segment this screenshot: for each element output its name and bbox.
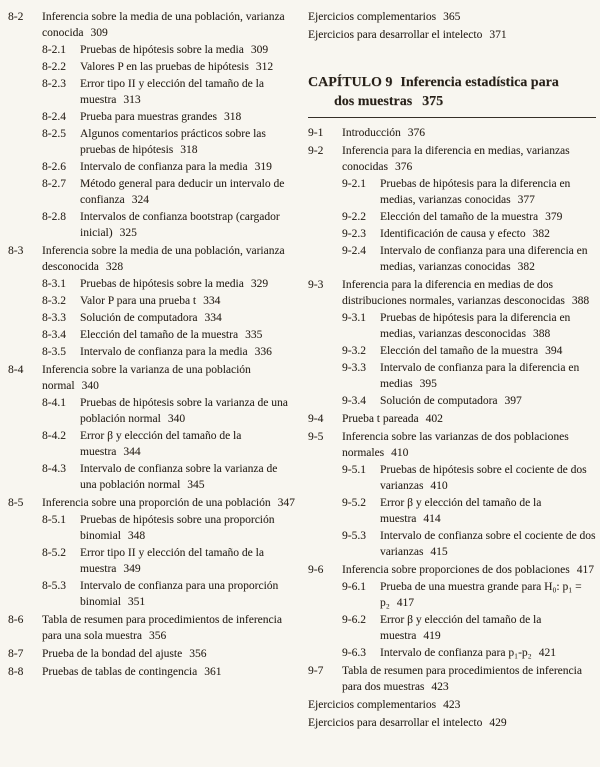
toc-subsection-row [8,76,296,108]
page-number: 356 [189,648,207,660]
page-number: 329 [250,278,269,290]
page-number: 312 [255,61,274,73]
entry-title: Valor P para una prueba t [80,295,197,307]
toc-section-row [308,143,596,175]
section-number: 9-5.2 [342,497,366,509]
entry-title: Intervalo de confianza para la media [80,161,248,173]
toc-subsection-row [8,428,296,460]
toc-subsection-row [8,461,296,493]
section-number: 8-2.5 [42,128,66,140]
entry-title: Ejercicios para desarrollar el intelecto [308,717,483,729]
section-number: 9-7 [308,665,324,677]
toc-subsection-row [8,126,296,158]
page-number: 376 [407,127,426,139]
page-number: 415 [430,546,448,558]
entry-title: Inferencia sobre la media de una población, varianza desconocida [42,245,285,273]
page-number: 395 [419,378,437,390]
entry-title: Pruebas de hipótesis sobre una proporción binomial [80,514,275,542]
page-number: 417 [396,597,415,609]
section-number: 9-5.3 [342,530,366,542]
section-number: 8-4 [8,364,24,376]
section-number: 8-7 [8,648,24,660]
section-number: 8-2.4 [42,111,66,123]
section-number: 9-5.1 [342,464,366,476]
toc-section-row [308,429,596,461]
section-number: 9-3.2 [342,345,366,357]
section-number: 8-5.1 [42,514,66,526]
entry-title: Intervalo de confianza para una diferencia en medias, varianzas conocidas [380,245,588,273]
chapter-divider [308,117,596,118]
entry-title: Error β y elección del tamaño de la muestra [380,497,542,525]
page-number: 318 [224,111,242,123]
toc-section-row [8,612,296,644]
entry-title: Algunos comentarios prácticos sobre las pruebas de hipótesis [80,128,266,156]
entry-title: Inferencia sobre las varianzas de dos poblaciones normales [342,431,569,459]
section-number: 9-2 [308,145,324,157]
page-number: 379 [545,211,563,223]
entry-title: Intervalo de confianza para p₁-p₂ [380,647,532,659]
toc-subsection-row [8,176,296,208]
page-number: 382 [532,228,550,240]
page-number: 361 [204,666,222,678]
entry-title: Pruebas de hipótesis sobre la media [80,44,244,56]
page-number: 349 [123,563,141,575]
entry-title: Ejercicios para desarrollar el intelecto [308,29,483,41]
section-number: 9-4 [308,413,324,425]
chapter-label: CAPÍTULO 9 [308,75,393,90]
entry-title: Error β y elección del tamaño de la muestra [380,614,542,642]
section-number: 8-2.2 [42,61,66,73]
section-number: 8-4.1 [42,397,66,409]
page-number: 417 [576,564,594,576]
page-number: 319 [254,161,272,173]
toc-subsection-row [8,578,296,610]
section-number: 9-5 [308,431,324,443]
section-number: 8-4.3 [42,463,66,475]
section-number: 8-2.6 [42,161,66,173]
entry-title: Inferencia para la diferencia en medias de dos distribuciones normales, varianzas desconocidas [342,279,565,307]
section-number: 9-3.4 [342,395,366,407]
toc-subsection-row [308,226,596,242]
toc-subsection-row [308,343,596,359]
entry-title: Pruebas de hipótesis sobre la varianza de una población normal [80,397,288,425]
page-number: 371 [489,29,507,41]
toc-section-row [8,9,296,41]
page-number: 382 [517,261,535,273]
entry-title: Prueba t pareada [342,413,419,425]
page-number: 388 [532,328,551,340]
section-number: 8-2.1 [42,44,66,56]
entry-title: Pruebas de hipótesis para la diferencia en medias, varianzas desconocidas [380,312,571,340]
page-number: 414 [423,513,441,525]
toc-subsection-row [8,109,296,125]
toc-subsection-row [8,159,296,175]
page-number: 423 [431,681,449,693]
toc-section-row [8,664,296,680]
entry-title: Prueba de una muestra grande para H₀: p₁ = p₂ [380,581,582,609]
section-number: 9-2.2 [342,211,366,223]
toc-section-row [8,646,296,662]
section-number: 8-3.5 [42,346,66,358]
entry-title: Tabla de resumen para procedimientos de inferencia para dos muestras [342,665,582,693]
toc-subsection-row [308,579,596,611]
page-number: 324 [131,194,149,206]
page-number: 348 [127,530,146,542]
entry-title: Inferencia sobre proporciones de dos poblaciones [342,564,570,576]
page-number: 313 [123,94,141,106]
page-number: 429 [489,717,507,729]
toc-column-right [308,7,596,732]
page-number: 328 [105,261,124,273]
section-number: 9-2.1 [342,178,366,190]
page-number: 376 [394,161,413,173]
section-number: 8-3.4 [42,329,66,341]
entry-title: Pruebas de hipótesis para la diferencia en medias, varianzas conocidas [380,178,571,206]
section-number: 8-2.8 [42,211,66,223]
page-number: 419 [423,630,441,642]
entry-title: Intervalo de confianza para la media [80,346,248,358]
toc-subsection-row [308,462,596,494]
section-number: 9-2.4 [342,245,366,257]
toc-subsection-row [8,344,296,360]
entry-title: Intervalo de confianza para la diferencia en medias [380,362,580,390]
entry-title: Elección del tamaño de la muestra [380,345,539,357]
entry-title: Elección del tamaño de la muestra [380,211,539,223]
toc-subsection-row [308,176,596,208]
entry-title: Inferencia sobre una proporción de una población [42,497,271,509]
toc-section-row [308,562,596,578]
page-number: 309 [250,44,269,56]
entry-title: Ejercicios complementarios [308,699,437,711]
entry-title: Inferencia para la diferencia en medias, varianzas conocidas [342,145,570,173]
section-number: 9-6.2 [342,614,366,626]
entry-title: Elección del tamaño de la muestra [80,329,239,341]
toc-subsection-row [308,393,596,409]
page-number: 334 [203,295,221,307]
entry-title: Intervalo de confianza para una proporción binomial [80,580,279,608]
toc-section-row [308,411,596,427]
page-number: 309 [90,27,108,39]
toc-subsection-row [308,310,596,342]
entry-title: Ejercicios complementarios [308,11,437,23]
page-number: 410 [391,447,409,459]
section-number: 8-6 [8,614,24,626]
toc-subsection-row [308,209,596,225]
entry-title: Solución de computadora [80,312,198,324]
entry-title: Intervalo de confianza sobre la varianza de una población normal [80,463,278,491]
section-number: 9-6.3 [342,647,366,659]
section-number: 8-3.2 [42,295,66,307]
section-number: 9-1 [308,127,324,139]
section-number: 9-6.1 [342,581,366,593]
entry-title: Error β y elección del tamaño de la muestra [80,430,242,458]
toc-chapter-row [308,73,596,118]
section-number: 8-4.2 [42,430,66,442]
section-number: 8-5 [8,497,24,509]
page-number: 345 [187,479,205,491]
toc-exercise-row [308,9,596,25]
section-number: 8-8 [8,666,24,678]
entry-title: Inferencia sobre la media de una población, varianza conocida [42,11,285,39]
entry-title: Método general para deducir un intervalo de confianza [80,178,285,206]
page-number: 365 [443,11,461,23]
page-number: 335 [245,329,263,341]
entry-title: Error tipo II y elección del tamaño de la muestra [80,547,264,575]
toc-section-row [8,495,296,511]
section-number: 9-3.1 [342,312,366,324]
toc-subsection-row [308,495,596,527]
page-number: 351 [127,596,146,608]
page-number: 394 [545,345,563,357]
page-number: 397 [504,395,522,407]
section-number: 9-3.3 [342,362,366,374]
toc-subsection-row [8,395,296,427]
section-number: 9-6 [308,564,324,576]
section-number: 8-3 [8,245,24,257]
toc-section-row [308,277,596,309]
section-number: 8-3.3 [42,312,66,324]
toc-subsection-row [8,276,296,292]
toc-subsection-row [308,360,596,392]
section-number: 8-5.3 [42,580,66,592]
section-number: 8-2.3 [42,78,66,90]
page-number: 336 [254,346,272,358]
page-number: 377 [517,194,535,206]
page-number: 423 [443,699,461,711]
page-number: 325 [119,227,137,239]
chapter-heading [308,73,560,111]
toc-subsection-row [8,512,296,544]
toc-subsection-row [308,243,596,275]
toc-section-row [8,362,296,394]
entry-title: Prueba de la bondad del ajuste [42,648,183,660]
section-number: 8-2.7 [42,178,66,190]
page-number: 356 [148,630,167,642]
entry-title: Pruebas de hipótesis sobre la media [80,278,244,290]
toc-subsection-row [8,310,296,326]
toc-subsection-row [308,612,596,644]
entry-title: Intervalo de confianza sobre el cociente de dos varianzas [380,530,596,558]
toc-section-row [308,663,596,695]
entry-title: Introducción [342,127,401,139]
page-number: 402 [425,413,443,425]
entry-title: Pruebas de hipótesis sobre el cociente de dos varianzas [380,464,587,492]
page-number: 344 [123,446,141,458]
entry-title: Error tipo II y elección del tamaño de la muestra [80,78,264,106]
entry-title: Inferencia sobre la varianza de una población normal [42,364,251,392]
page-number: 375 [422,94,444,109]
toc-subsection-row [308,528,596,560]
chapter-title: Inferencia estadística para dos muestras [334,75,559,109]
page-number: 347 [277,497,295,509]
page-number: 421 [538,647,556,659]
toc-subsection-row [308,645,596,661]
page-number: 318 [180,144,198,156]
section-number: 9-2.3 [342,228,366,240]
page-number: 388 [571,295,590,307]
toc-subsection-row [8,327,296,343]
toc-subsection-row [8,293,296,309]
entry-title: Pruebas de tablas de contingencia [42,666,198,678]
entry-title: Intervalos de confianza bootstrap (cargador inicial) [80,211,280,239]
page-number: 334 [204,312,222,324]
section-number: 9-3 [308,279,324,291]
page-number: 340 [167,413,186,425]
entry-title: Identificación de causa y efecto [380,228,526,240]
entry-title: Valores P en las pruebas de hipótesis [80,61,249,73]
toc-subsection-row [8,59,296,75]
toc-subsection-row [8,209,296,241]
toc-section-row [8,243,296,275]
toc-section-row [308,125,596,141]
page-number: 410 [430,480,448,492]
section-number: 8-5.2 [42,547,66,559]
page-number: 340 [81,380,99,392]
entry-title: Solución de computadora [380,395,498,407]
toc-subsection-row [8,545,296,577]
entry-title: Tabla de resumen para procedimientos de inferencia para una sola muestra [42,614,282,642]
toc-column-left [8,7,296,732]
toc-exercise-row [308,27,596,43]
toc-exercise-row [308,697,596,713]
section-number: 8-2 [8,11,24,23]
entry-title: Prueba para muestras grandes [80,111,217,123]
toc-subsection-row [8,42,296,58]
section-number: 8-3.1 [42,278,66,290]
toc-exercise-row [308,715,596,731]
